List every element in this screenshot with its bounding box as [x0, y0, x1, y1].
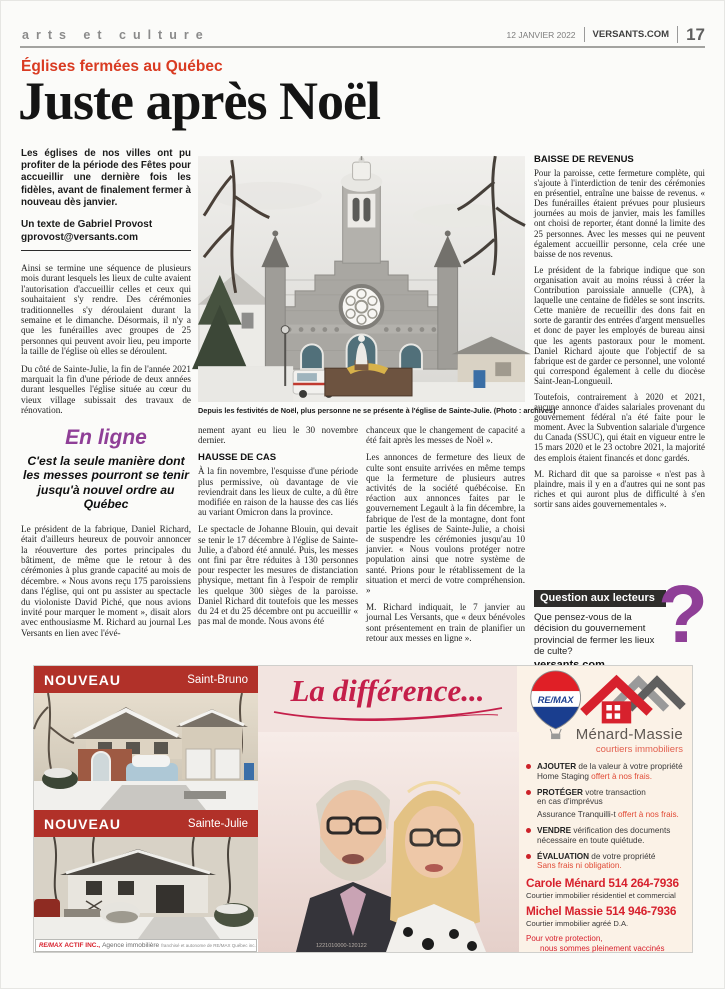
ad-tagline: La différence... [290, 673, 485, 708]
service-lead: AJOUTER [537, 762, 577, 771]
bullet-dot-icon [526, 790, 531, 795]
byline-rule [21, 250, 191, 251]
article-paragraph: nement ayant eu lieu le 30 novembre dernier. [198, 425, 358, 446]
listing-photo-sainte-julie [34, 837, 258, 939]
listing-city: Sainte-Julie [187, 817, 248, 830]
article-column-3 [366, 425, 525, 665]
service-item [526, 762, 683, 782]
remax-advertisement [33, 665, 693, 953]
listing-photo-saint-bruno [34, 693, 258, 810]
agent-name-phone: Michel Massie 514 946-7936 [526, 904, 677, 919]
service-offer: offert à nos frais. [618, 810, 679, 820]
article-paragraph: Le président de la fabrique, Daniel Richard, était d'ailleurs heureux de pouvoir annoncer la réouverture des portes principales du bâtiment, de même que le retour à des cérémonies à plus grande capacité au mois de décembre. « Nous avons reçu 175 paroissiens dans l'église, qui ont pu assister au spectacle du violoniste David Piché, que nous avions invité pour marquer le moment », disait alors avec enthousiasme M. Richard au journal Les Versants en lien avec l'évé- [21, 523, 191, 638]
agent-contact [526, 905, 683, 928]
agency-brand-subtitle: courtiers immobiliers [595, 744, 683, 755]
byline-author: Un texte de Gabriel Provost [21, 219, 153, 231]
byline-email-link[interactable]: gprovost@versants.com [21, 231, 139, 243]
agent-title: Courtier immobilier résidentiel et commercial [526, 891, 676, 901]
service-text: Home Staging [537, 771, 592, 781]
service-text: votre transaction [582, 787, 646, 797]
subhead-hausse-de-cas: HAUSSE DE CAS [198, 452, 277, 464]
article-paragraph: chanceux que le changement de capacité a été fait après les messes de Noël ». [366, 425, 525, 446]
service-text: nécessaire en toute quiétude. [537, 835, 645, 845]
service-item [526, 852, 683, 872]
bullet-dot-icon [526, 828, 531, 833]
service-offer: offert à nos frais. [591, 771, 653, 781]
agent-name-phone: Carole Ménard 514 264-7936 [526, 876, 679, 891]
question-mark-icon: ? [657, 569, 708, 660]
question-box [534, 569, 708, 662]
agency-type: Agence immobilière [102, 942, 160, 949]
agency-brand-name: Ménard-Massie [575, 726, 683, 743]
article-paragraph: Le spectacle de Johanne Blouin, qui devait se tenir le 17 décembre à l'église de Sainte-Julie, a d'abord été annulé. Puis, les messes ont fini par être réduites à 130 personnes pour respecter les mesures de distanciation physique, mettant fin à l'espoir de remplir les quelque 300 sièges de la paroisse. Daniel Richard dit toutefois que les messes du 24 et du 25 décembre ont pu accueillir « pas mal de monde. Nous avons été [198, 524, 358, 627]
article-paragraph: M. Richard indiquait, le 7 janvier au journal Les Versants, que « deux bénévoles sont présentement en train de planifier un retour aux messes en ligne ». [366, 602, 525, 643]
balloon-wordmark: RE/MAX [537, 695, 574, 706]
service-offer: Sans frais ni obligation. [537, 861, 622, 871]
ad-photo-code: 1221010000-120122 [316, 943, 367, 949]
article-headline: Juste après Noël [18, 71, 380, 131]
pull-quote-title: En ligne [65, 425, 147, 449]
bullet-dot-icon [526, 854, 531, 859]
service-item [526, 788, 683, 820]
masthead-rule [20, 46, 705, 48]
article-paragraph: À la fin novembre, l'esquisse d'une période plus permissive, où davantage de vie reviendrait dans les lieux de culte, a dû être modifiée en raison de la hausse des cas liés au variant Omicron dans la province. [198, 466, 358, 518]
masthead-right [507, 26, 705, 43]
service-lead: ÉVALUATION [537, 851, 590, 861]
listing-banner [34, 666, 258, 693]
page-number: 17 [677, 26, 705, 43]
church-photo-illustration [198, 155, 525, 403]
pull-quote-text: C'est la seule manière dont les messes pourront se tenir jusqu'à nouvel ordre au Québec [23, 453, 189, 512]
photo-caption: Depuis les festivités de Noël, plus personne ne se présente à l'église de Sainte-Julie. (Photo : archives) [198, 406, 556, 415]
section-title: arts et culture [22, 28, 210, 42]
service-text: en cas d'imprévus [537, 797, 603, 807]
ad-legal-strip [35, 939, 257, 952]
pull-quote [21, 426, 191, 512]
question-box-title: Question aux lecteurs [534, 590, 666, 607]
article-kicker: Églises fermées au Québec [21, 58, 223, 75]
issue-date: 12 JANVIER 2022 [506, 29, 576, 40]
question-box-text: Que pensez-vous de la décision du gouvernement provincial de fermer les lieux de culte? [534, 612, 655, 657]
listing-badge: NOUVEAU [44, 815, 122, 832]
agent-title: Courtier immobilier agréé D.A. [526, 919, 629, 929]
listing-banner [34, 810, 258, 837]
agent-contact [526, 877, 683, 900]
protection-note [526, 934, 683, 953]
church-photo [198, 155, 556, 416]
masthead-site-link[interactable]: VERSANTS.COM [584, 27, 678, 42]
service-list [526, 762, 683, 871]
article-paragraph: Pour la paroisse, cette fermeture complète, qui s'ajoute à l'interdiction de tenir des cérémonies en présentiel, entraîne une baisse de revenus. « Des funérailles étaient prévues pour plusieurs journées au mois de janvier, mais les familles ont choisi de reporter, étant donné la limite des 25 personnes. Avec les messes qui ne peuvent également accueillir personne, cela crée une baisse de nos revenus. [534, 168, 705, 259]
protection-line-1: Pour votre protection, [526, 934, 603, 944]
ad-center-panel [258, 666, 517, 952]
service-item [526, 826, 683, 846]
article-paragraph: Les annonces de fermeture des lieux de culte sont ensuite arrivées en même temps que la fermeture de plusieurs autres activités de la société québécoise. En réaction aux annonces faites par le gouvernement Legault à la fin décembre, la fabrique de l'est de la montagne, dont font partie les églises de Sainte-Julie, a choisi de suspendre les cérémonies jusqu'au 10 janvier. « Nous voulons protéger notre population ainsi que notre système de santé. Prions pour le rétablissement de la situation et merci de votre compréhension. » [366, 452, 525, 596]
subhead-baisse-de-revenus: BAISSE DE REVENUS [534, 154, 634, 165]
agents-portrait [258, 732, 519, 952]
ad-info-panel [517, 666, 692, 952]
agency-disclaimer: franchisé et autonome de RE/MAX Québec inc. [161, 943, 256, 948]
service-text: de votre propriété [589, 851, 656, 861]
article-paragraph: Ainsi se termine une séquence de plusieurs mois durant lesquels les lieux de culte avaient l'autorisation d'accueillir celles et ceux qui souhaitaient s'y rendre. Des cérémonies traditionnelles s'y déroulaient durant la semaine et le dimanche. Désormais, il n'y a que les funérailles avec groupes de 25 personnes qui peuvent avoir lieu, peu importe la taille de l'église où elles se déroulent. [21, 263, 191, 357]
article-column-1 [21, 148, 191, 664]
service-text: vérification des documents [571, 825, 671, 835]
bullet-dot-icon [526, 764, 531, 769]
service-text: Assurance Tranquilli-t [537, 810, 618, 820]
listing-city: Saint-Bruno [187, 673, 248, 686]
tagline-flourish [268, 706, 508, 722]
article-paragraph: Le président de la fabrique indique que son organisation avait au moins réussi à créer la Contribution paroissiale annuelle (CPA), à laquelle une centaine de fidèles se sont inscrits. Cette manière de recueillir des dons fait en sorte de garantir des entrées d'argent mensuelles et donc de payer les employés de bureau ainsi que les agents pastoraux pour le moment. Daniel Richard ajoute que l'objectif de sa fabrique est de garder ce personnel, une volonté qui correspond également à celle du diocèse Saint-Jean-Longueuil. [534, 264, 705, 386]
article-paragraph: Toutefois, contrairement à 2020 et 2021, aucune annonce d'aides salariales provenant du gouvernement fédéral n'a été faite pour le moment. Avec la Subvention salariale d'urgence du Canada (SSUC), qui était en vigueur entre le 15 mars 2020 et le 23 octobre 2021, la majorité des emplois étaient financés et donc gardés. [534, 391, 705, 463]
service-lead: PROTÉGER [537, 787, 583, 797]
service-lead: VENDRE [537, 825, 572, 835]
article-column-4 [534, 152, 708, 664]
article-column-2 [198, 425, 358, 665]
article-lede: Les églises de nos villes ont pu profiter de la période des Fêtes pour accueillir une dernière fois les fidèles, avant de finalement fermer à nouveau dès janvier. [21, 148, 191, 208]
listing-badge: NOUVEAU [44, 671, 122, 688]
remax-brand-text: RE/MAX [39, 942, 63, 949]
protection-line-2: nous sommes pleinement vaccinés [540, 943, 665, 953]
byline [21, 219, 191, 244]
article-paragraph: Du côté de Sainte-Julie, la fin de l'année 2021 marquait la fin d'une période de deux années durant lesquelles l'église située au cœur du vieux village subissait des travaux de rénovation. [21, 363, 191, 416]
article-paragraph: M. Richard dit que sa paroisse « n'est pas à plaindre, mais il y en a d'autres qui ne sont pas riches et qui auront plus de difficulté à s'en sortir sans aides gouvernementales ». [534, 468, 705, 509]
ad-listings-column [34, 666, 258, 952]
service-text: de la valeur à votre propriété [576, 762, 683, 771]
agency-name: ACTIF INC., [64, 942, 101, 949]
